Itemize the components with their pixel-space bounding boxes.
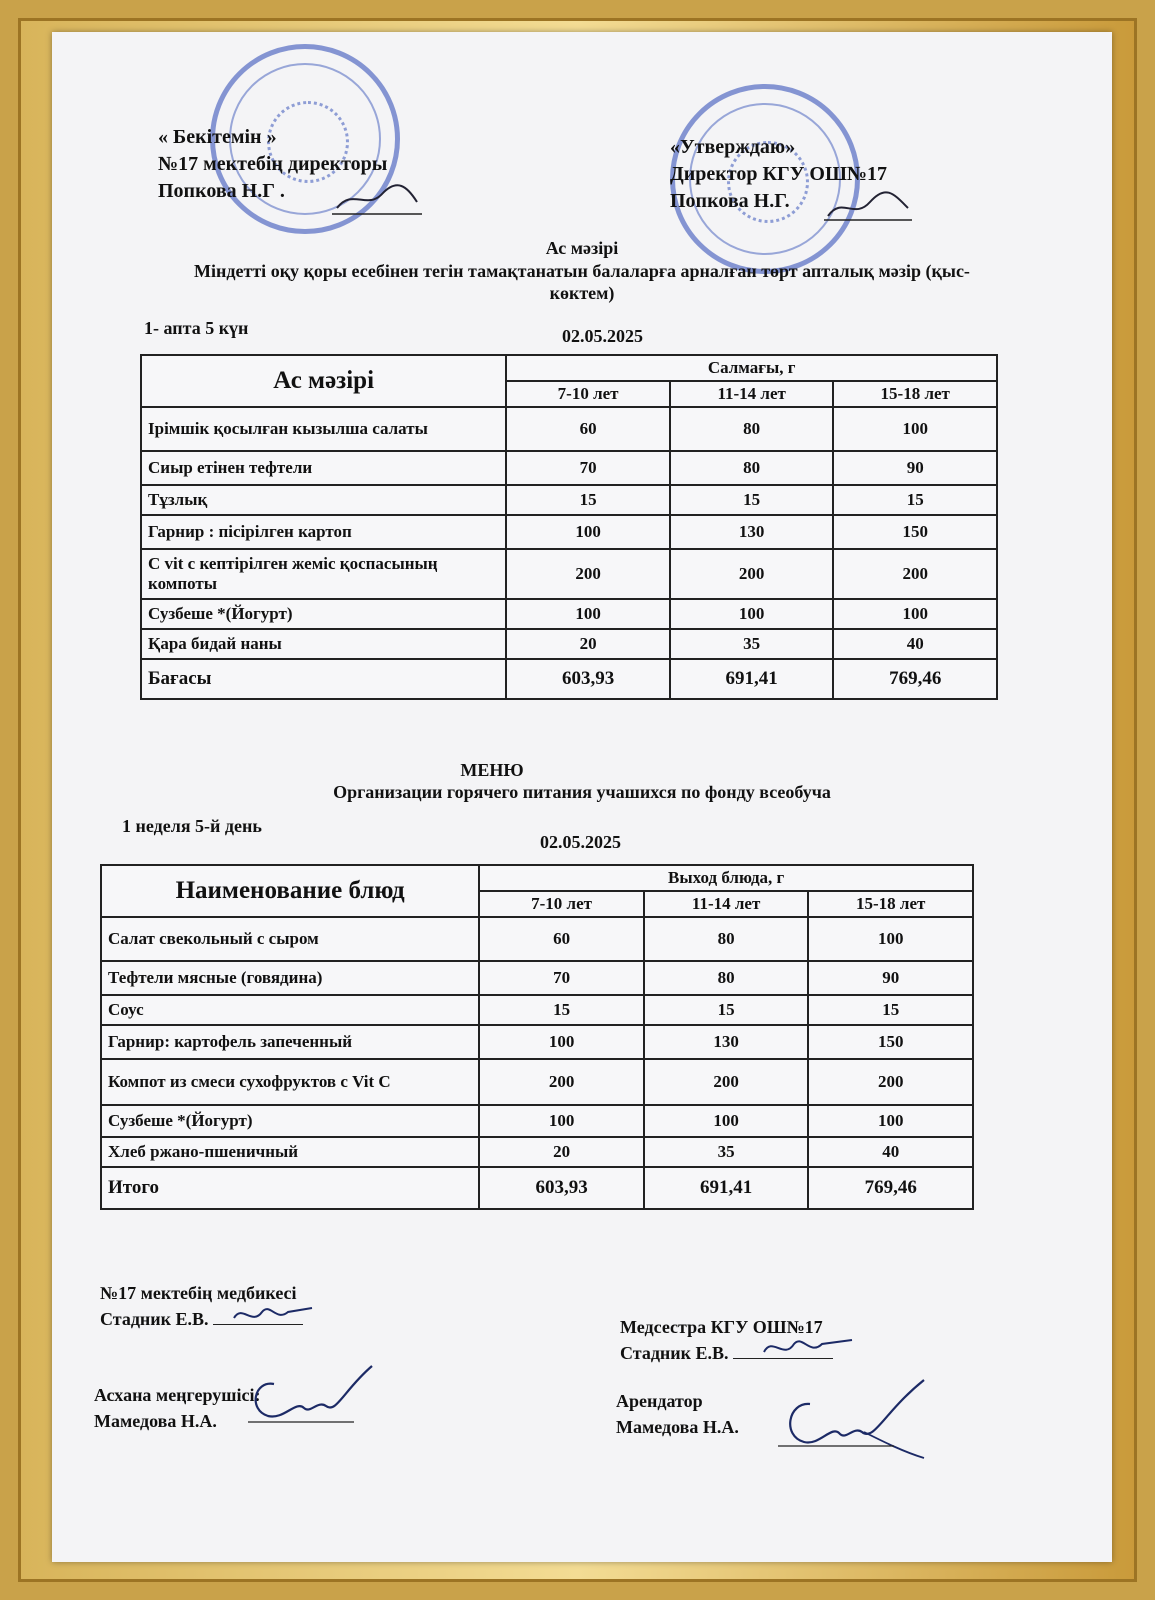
weight-cell: 35 bbox=[644, 1137, 809, 1167]
price-cell: 769,46 bbox=[833, 659, 997, 699]
dish-name: Сузбеше *(Йогурт) bbox=[101, 1105, 479, 1137]
approval-ru-line2: Директор КГУ ОШ№17 bbox=[670, 163, 888, 185]
weight-cell: 15 bbox=[670, 485, 834, 515]
price-cell: 691,41 bbox=[644, 1167, 809, 1209]
weight-cell: 40 bbox=[808, 1137, 973, 1167]
signature-scribble bbox=[774, 1372, 934, 1462]
dish-name: Тефтели мясные (говядина) bbox=[101, 961, 479, 995]
table-row bbox=[141, 485, 997, 515]
table-row bbox=[141, 549, 997, 599]
weight-cell: 35 bbox=[670, 629, 834, 659]
weight-cell: 100 bbox=[670, 599, 834, 629]
ru-week-day: 1 неделя 5-й день bbox=[122, 816, 262, 836]
approval-kz-line1: « Бекітемін » bbox=[158, 126, 277, 148]
weight-cell: 15 bbox=[644, 995, 809, 1025]
signature-scribble bbox=[244, 1360, 384, 1430]
dish-name: Соус bbox=[101, 995, 479, 1025]
table-row bbox=[141, 515, 997, 549]
ru-menu-title: МЕНЮ bbox=[460, 760, 524, 780]
weight-cell: 15 bbox=[833, 485, 997, 515]
price-cell: 691,41 bbox=[670, 659, 834, 699]
ru-age-7-10: 7-10 лет bbox=[479, 891, 644, 917]
weight-cell: 200 bbox=[506, 549, 670, 599]
table-row bbox=[101, 1137, 973, 1167]
weight-cell: 100 bbox=[833, 599, 997, 629]
weight-cell: 150 bbox=[833, 515, 997, 549]
table-row bbox=[101, 1105, 973, 1137]
weight-cell: 60 bbox=[479, 917, 644, 961]
weight-cell: 90 bbox=[833, 451, 997, 485]
table-row bbox=[101, 1059, 973, 1105]
kz-age-15-18: 15-18 лет bbox=[833, 381, 997, 407]
ru-date: 02.05.2025 bbox=[540, 832, 621, 852]
approval-ru-line3: Попкова Н.Г. bbox=[670, 190, 790, 212]
weight-cell: 200 bbox=[670, 549, 834, 599]
table-row bbox=[141, 451, 997, 485]
tenant-ru-title: Арендатор bbox=[616, 1391, 703, 1411]
table-row bbox=[141, 407, 997, 451]
kz-age-7-10: 7-10 лет bbox=[506, 381, 670, 407]
ru-age-11-14: 11-14 лет bbox=[644, 891, 809, 917]
weight-cell: 70 bbox=[479, 961, 644, 995]
table-row bbox=[101, 1025, 973, 1059]
dish-name: Гарнир: картофель запеченный bbox=[101, 1025, 479, 1059]
weight-cell: 150 bbox=[808, 1025, 973, 1059]
weight-cell: 130 bbox=[644, 1025, 809, 1059]
kz-col-dish: Ас мәзірі bbox=[141, 355, 506, 407]
signature-scribble bbox=[758, 1332, 858, 1364]
signature-tenant-ru bbox=[616, 1388, 739, 1440]
weight-cell: 100 bbox=[479, 1105, 644, 1137]
weight-cell: 100 bbox=[808, 1105, 973, 1137]
kitchen-kz-name: Мамедова Н.А. bbox=[94, 1411, 217, 1431]
dish-name: Тұзлық bbox=[141, 485, 506, 515]
table-row bbox=[101, 917, 973, 961]
weight-cell: 80 bbox=[670, 451, 834, 485]
ru-col-dish: Наименование блюд bbox=[101, 865, 479, 917]
dish-name: Сузбеше *(Йогурт) bbox=[141, 599, 506, 629]
kz-age-11-14: 11-14 лет bbox=[670, 381, 834, 407]
dish-name: С vit с кептірілген жеміс қоспасының компоты bbox=[141, 549, 506, 599]
weight-cell: 40 bbox=[833, 629, 997, 659]
weight-cell: 200 bbox=[833, 549, 997, 599]
weight-cell: 200 bbox=[479, 1059, 644, 1105]
weight-cell: 80 bbox=[670, 407, 834, 451]
weight-cell: 20 bbox=[479, 1137, 644, 1167]
nurse-ru-name: Стадник Е.В. bbox=[620, 1343, 734, 1363]
nurse-kz-name: Стадник Е.В. bbox=[100, 1309, 214, 1329]
weight-cell: 100 bbox=[506, 599, 670, 629]
nurse-ru-title: Медсестра КГУ ОШ№17 bbox=[620, 1317, 823, 1337]
weight-cell: 130 bbox=[670, 515, 834, 549]
price-cell: 769,46 bbox=[808, 1167, 973, 1209]
ru-menu-subtitle: Организации горячего питания учашихся по фонду всеобуча bbox=[333, 782, 831, 802]
dish-name: Гарнир : пісірілген картоп bbox=[141, 515, 506, 549]
price-cell: 603,93 bbox=[479, 1167, 644, 1209]
dish-name: Сиыр етінен тефтели bbox=[141, 451, 506, 485]
weight-cell: 20 bbox=[506, 629, 670, 659]
kz-week-day: 1- апта 5 күн bbox=[144, 318, 249, 338]
kz-menu-title: Ас мәзірі bbox=[545, 238, 619, 258]
dish-name: Ірімшік қосылған кызылша салаты bbox=[141, 407, 506, 451]
nurse-kz-title: №17 мектебің медбикесі bbox=[100, 1283, 297, 1303]
weight-cell: 200 bbox=[644, 1059, 809, 1105]
ru-menu-table bbox=[100, 864, 974, 1210]
weight-cell: 100 bbox=[506, 515, 670, 549]
weight-cell: 15 bbox=[506, 485, 670, 515]
kitchen-kz-title: Асхана меңгерушісі: bbox=[94, 1385, 261, 1405]
ru-age-15-18: 15-18 лет bbox=[808, 891, 973, 917]
menu-document bbox=[52, 32, 1112, 1562]
approval-kz-line2: №17 мектебің директоры bbox=[158, 153, 388, 175]
weight-cell: 15 bbox=[808, 995, 973, 1025]
weight-cell: 100 bbox=[808, 917, 973, 961]
signature-director-ru bbox=[824, 190, 914, 226]
table-row bbox=[101, 995, 973, 1025]
total-row bbox=[141, 659, 997, 699]
weight-cell: 200 bbox=[808, 1059, 973, 1105]
table-row bbox=[141, 599, 997, 629]
dish-name: Компот из смеси сухофруктов с Vit C bbox=[101, 1059, 479, 1105]
weight-cell: 100 bbox=[644, 1105, 809, 1137]
kz-col-weight: Салмағы, г bbox=[506, 355, 997, 381]
weight-cell: 15 bbox=[479, 995, 644, 1025]
total-label: Бағасы bbox=[141, 659, 506, 699]
ru-col-weight: Выход блюда, г bbox=[479, 865, 973, 891]
weight-cell: 100 bbox=[479, 1025, 644, 1059]
kz-date: 02.05.2025 bbox=[562, 326, 643, 346]
signature-director-kz bbox=[332, 180, 422, 220]
weight-cell: 60 bbox=[506, 407, 670, 451]
weight-cell: 80 bbox=[644, 917, 809, 961]
signature-kitchen-kz bbox=[94, 1382, 260, 1434]
dish-name: Салат свекольный с сыром bbox=[101, 917, 479, 961]
approval-ru-line1: «Утверждаю» bbox=[670, 136, 796, 158]
weight-cell: 70 bbox=[506, 451, 670, 485]
signature-scribble bbox=[228, 1300, 318, 1330]
tenant-ru-name: Мамедова Н.А. bbox=[616, 1417, 739, 1437]
kz-menu-subtitle: Міндетті оқу қоры есебінен тегін тамақтанатын балаларға арналған төрт апталық мәзір (қыс-көктем) bbox=[194, 261, 970, 303]
weight-cell: 80 bbox=[644, 961, 809, 995]
weight-cell: 90 bbox=[808, 961, 973, 995]
total-row bbox=[101, 1167, 973, 1209]
dish-name: Хлеб ржано-пшеничный bbox=[101, 1137, 479, 1167]
price-cell: 603,93 bbox=[506, 659, 670, 699]
total-label: Итого bbox=[101, 1167, 479, 1209]
table-row bbox=[141, 629, 997, 659]
weight-cell: 100 bbox=[833, 407, 997, 451]
approval-kz-line3: Попкова Н.Г . bbox=[158, 180, 285, 202]
dish-name: Қара бидай наны bbox=[141, 629, 506, 659]
kz-menu-table bbox=[140, 354, 998, 700]
table-row bbox=[101, 961, 973, 995]
